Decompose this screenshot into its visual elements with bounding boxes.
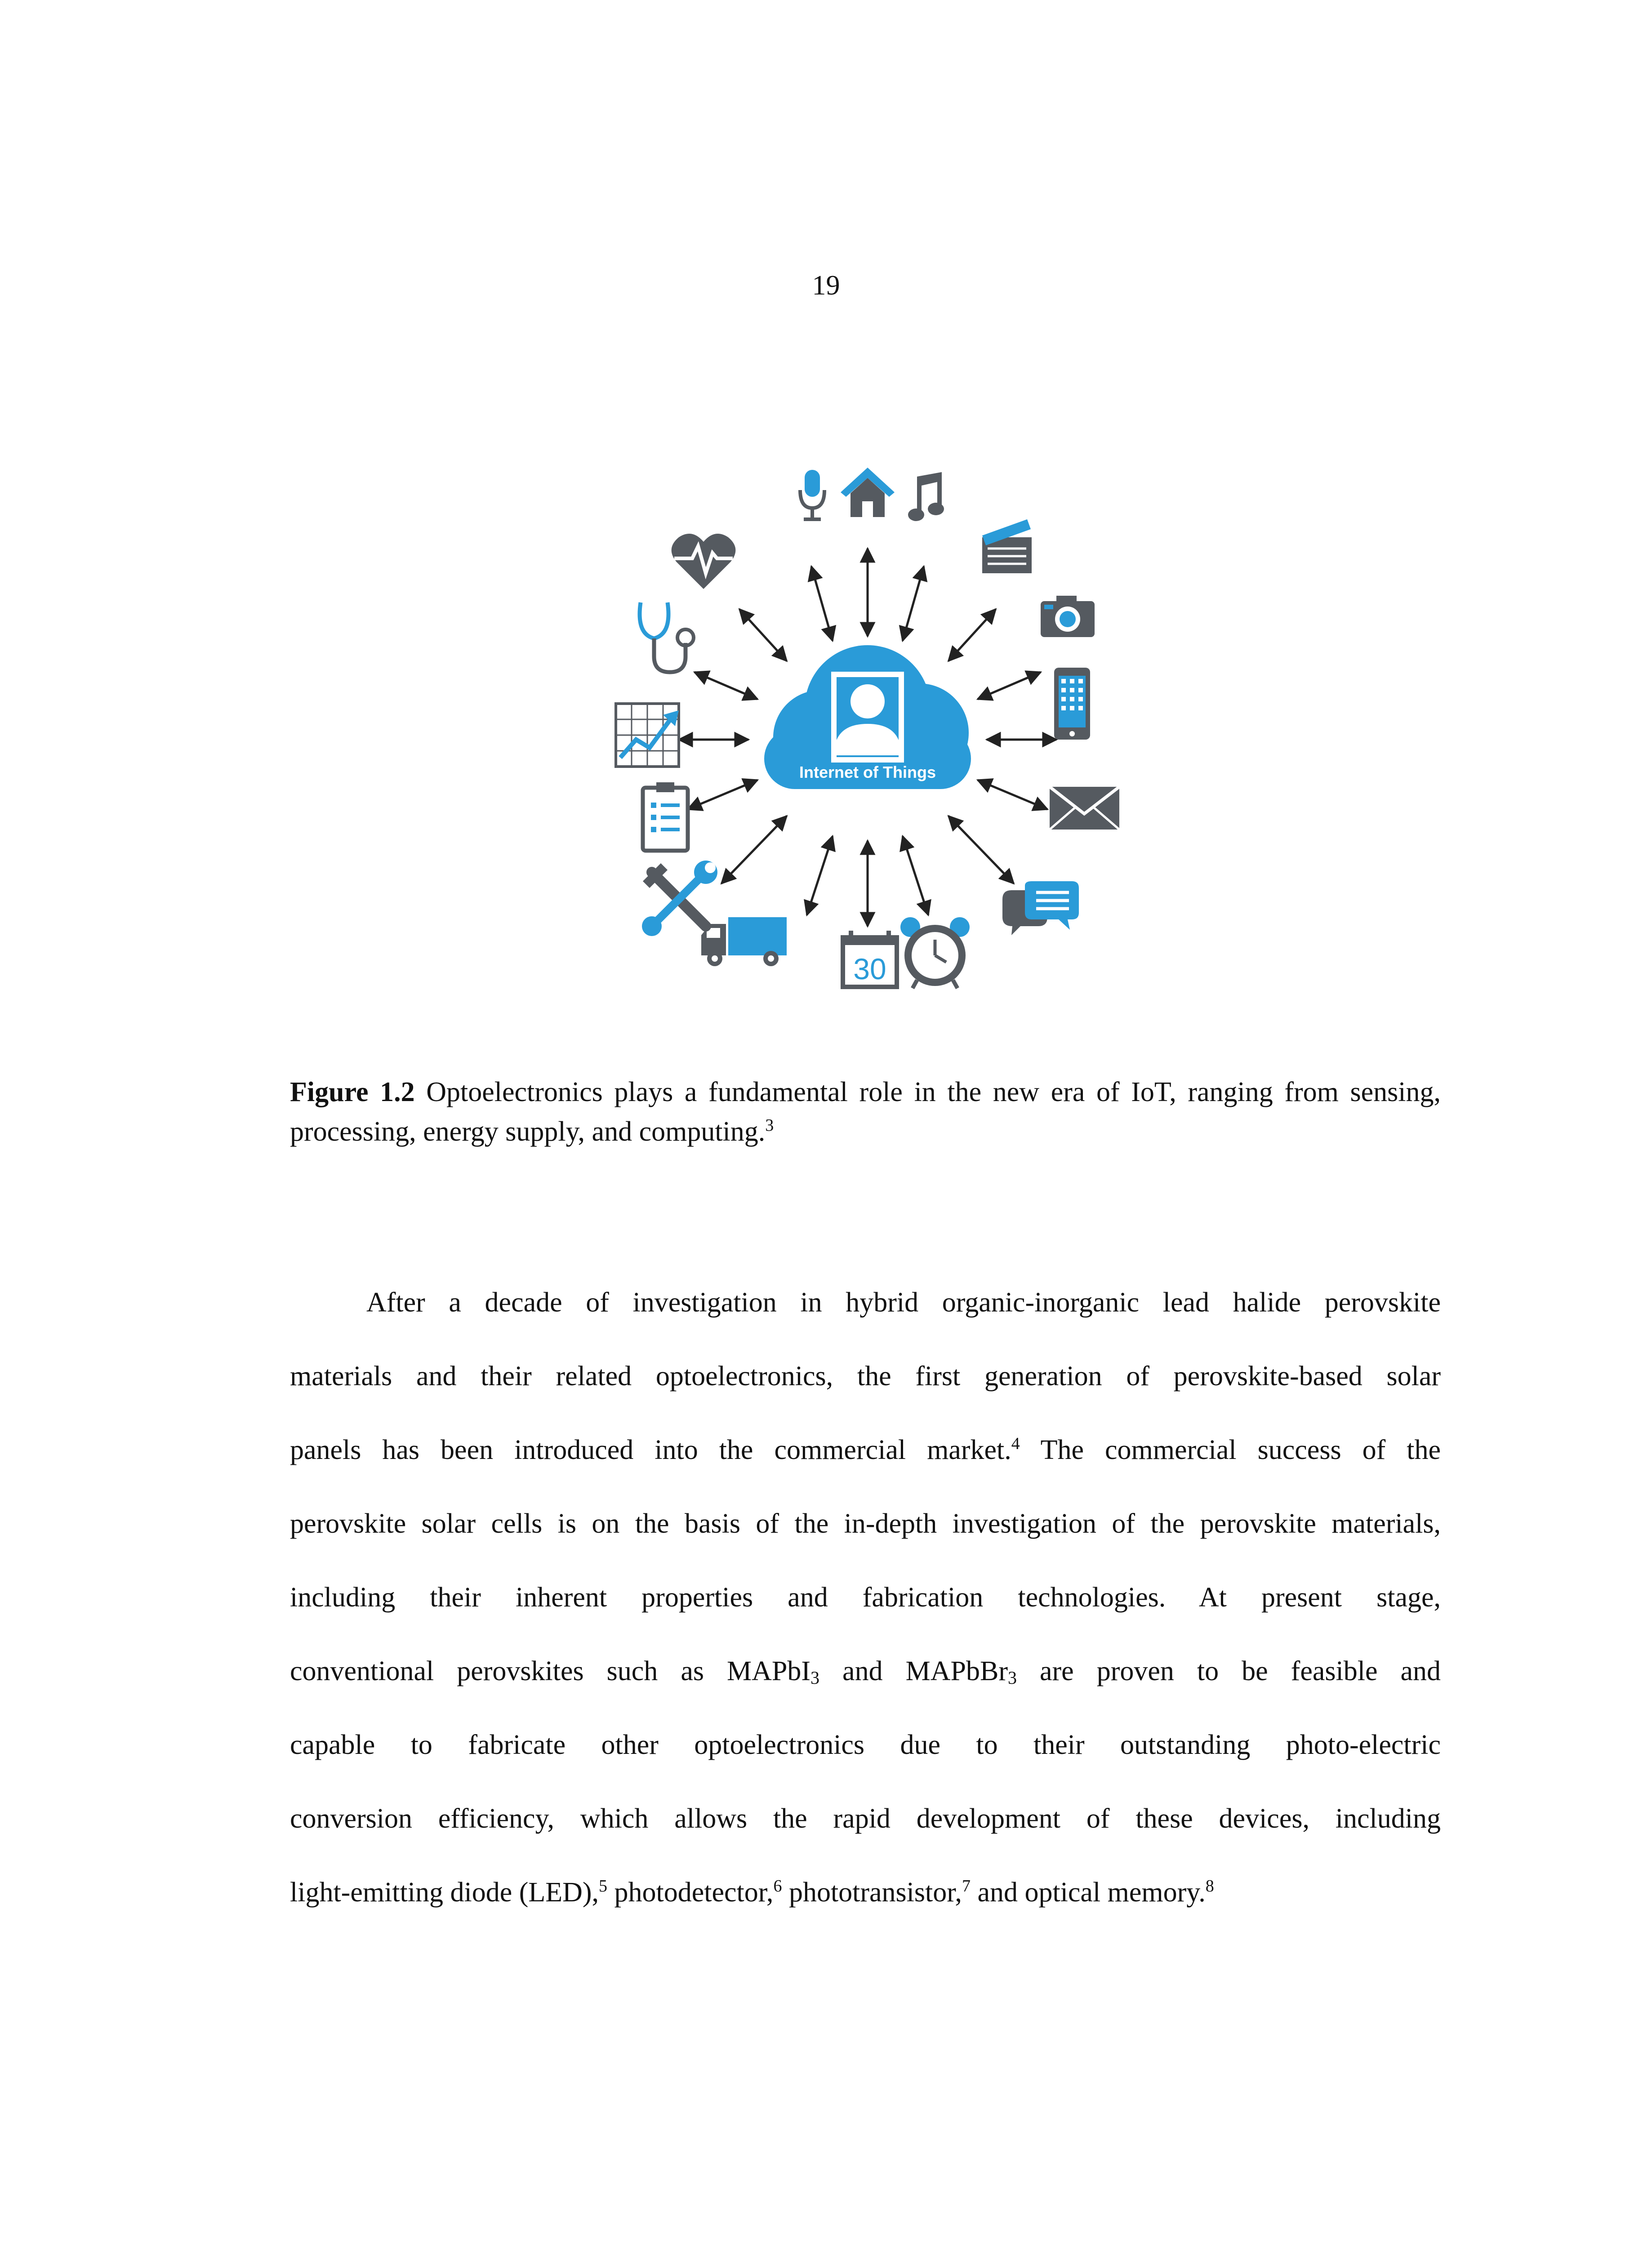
figure-caption [290,1072,1441,1151]
calendar-number: 30 [853,952,886,986]
paragraph-line: light-emitting diode (LED),$^5$ photodetector,$^6$ phototransistor,$^7$ and optical memory.$^8$ [290,1877,1214,1908]
page-number: 19 [812,270,840,301]
growth-chart-icon [616,704,679,767]
iot-figure [553,450,1182,1034]
music-note-icon [908,472,944,521]
subscript: 3 [1007,1668,1017,1688]
calendar-icon [841,931,899,989]
paragraph-line: capable to fabricate other optoelectronics due to their outstanding photo-electric [290,1730,1441,1760]
smartphone-icon [1054,668,1090,740]
caption-ref: 3 [765,1116,774,1135]
citation-ref: 6 [773,1877,782,1896]
citation-ref: 4 [1011,1434,1020,1453]
citation-ref: 7 [962,1877,971,1896]
paragraph-line: panels has been introduced into the commercial market.$^4$ The commercial success of the [290,1434,1441,1465]
paragraph-line: conventional perovskites such as MAPbI$_3$ and MAPbBr$_3$ are proven to be feasible and [290,1656,1441,1688]
subscript: 3 [810,1668,820,1688]
paragraph-line: perovskite solar cells is on the basis of the in-depth investigation of the perovskite materials, [290,1508,1441,1539]
paragraph-line: including their inherent properties and fabrication technologies. At present stage, [290,1582,1441,1613]
paragraph-line: conversion efficiency, which allows the rapid development of these devices, including [290,1803,1441,1834]
envelope-icon [1050,787,1119,830]
stethoscope-icon [640,602,694,672]
paragraph-line: materials and their related optoelectronics, the first generation of perovskite-based solar [290,1361,1441,1392]
figure-label: Figure 1.2 [290,1077,415,1107]
heart-rate-icon [672,534,736,589]
clipboard-icon [643,782,688,851]
citation-ref: 5 [599,1877,608,1896]
body-paragraph [290,1266,1441,1929]
cloud-label: Internet of Things [799,763,936,781]
citation-ref: 8 [1205,1877,1214,1896]
camera-icon [1041,596,1095,637]
paragraph-line: After a decade of investigation in hybrid organic-inorganic lead halide perovskite [366,1287,1441,1318]
chat-bubbles-icon [1002,881,1079,935]
alarm-clock-icon [900,917,970,988]
microphone-icon [800,470,824,519]
home-icon [841,468,895,517]
film-clapperboard-icon [982,519,1032,573]
caption-text: Optoelectronics plays a fundamental role in the new era of IoT, ranging from sensing, processing, energy supply, and computing. [290,1077,1441,1147]
delivery-truck-icon [701,917,787,966]
tools-icon [642,861,717,936]
